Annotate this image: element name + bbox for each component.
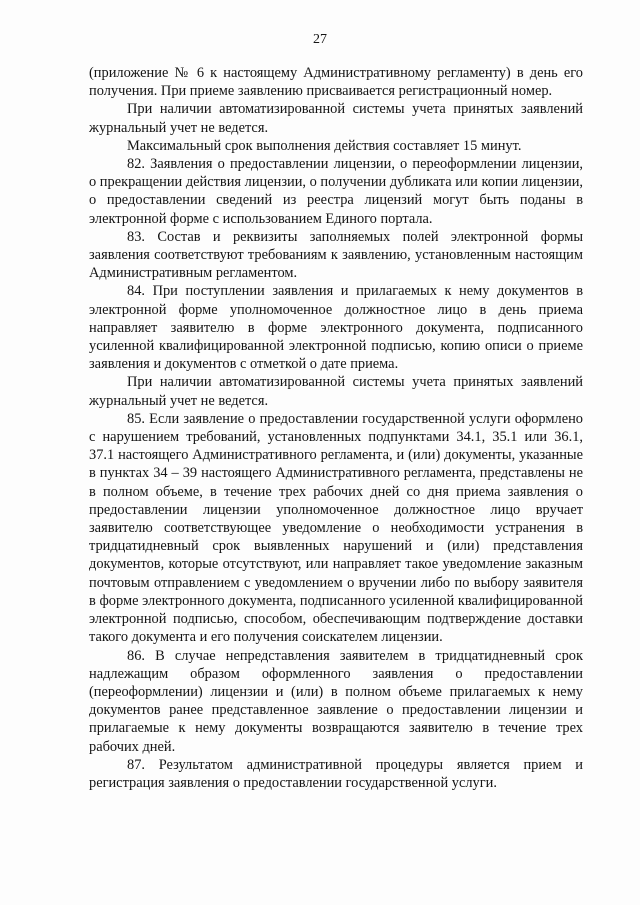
paragraph: При наличии автоматизированной системы учета принятых заявлений журнальный учет не ведется. xyxy=(89,374,583,409)
paragraph-83: 83. Состав и реквизиты заполняемых полей электронной формы заявления соответствуют требованиям к заявлению, установленным настоящим Административным регламентом. xyxy=(89,228,583,282)
paragraph-84: 84. При поступлении заявления и прилагаемых к нему документов в электронной форме уполномоченное должностное лицо в день приема направляет заявителю в форме электронного документа, подписанного усиленной квалифицированной электронной подписью, копию описи о приеме заявления и документов с отметкой о дате приема. xyxy=(89,283,583,373)
page-number: 27 xyxy=(313,32,327,47)
paragraph: При наличии автоматизированной системы учета принятых заявлений журнальный учет не ведется. xyxy=(89,101,583,136)
document-body xyxy=(89,64,583,792)
paragraph: Максимальный срок выполнения действия составляет 15 минут. xyxy=(127,137,522,154)
paragraph-82: 82. Заявления о предоставлении лицензии, о переоформлении лицензии, о прекращении действия лицензии, о получении дубликата или копии лицензии, о предоставлении сведений из реестра лицензий могут быть поданы в электронной форме с использованием Единого портала. xyxy=(89,156,583,227)
paragraph-continuation: (приложение № 6 к настоящему Административному регламенту) в день его получения. При приеме заявлению присваивается регистрационный номер. xyxy=(89,65,583,100)
paragraph-85: 85. Если заявление о предоставлении государственной услуги оформлено с нарушением требований, установленных подпунктами 34.1, 35.1 или 36.1, 37.1 настоящего Административного регламента, и (или) документы, указанные в пунктах 34 – 39 настоящего Административного регламента, представлены не в полном объеме, в течение трех рабочих дней со дня приема заявления о предоставлении лицензии уполномоченное должностное лицо вручает заявителю соответствующее уведомление о необходимости устранения в тридцатидневный срок выявленных нарушений и (или) представления документов, которые отсутствуют, или направляет такое уведомление заказным почтовым отправлением с уведомлением о вручении либо по выбору заявителя в форме электронного документа, подписанного усиленной квалифицированной электронной подписью, способом, обеспечивающим подтверждение доставки такого документа и его получения соискателем лицензии. xyxy=(89,410,583,646)
paragraph-86: 86. В случае непредставления заявителем в тридцатидневный срок надлежащим образом оформленного заявления о предоставлении (переоформлении) лицензии и (или) в полном объеме прилагаемых к нему документов ранее представленное заявление о предоставлении лицензии и прилагаемые к нему документы возвращаются заявителю в течение трех рабочих дней. xyxy=(89,647,583,755)
paragraph-87: 87. Результатом административной процедуры является прием и регистрация заявления о предоставлении государственной услуги. xyxy=(89,756,583,791)
